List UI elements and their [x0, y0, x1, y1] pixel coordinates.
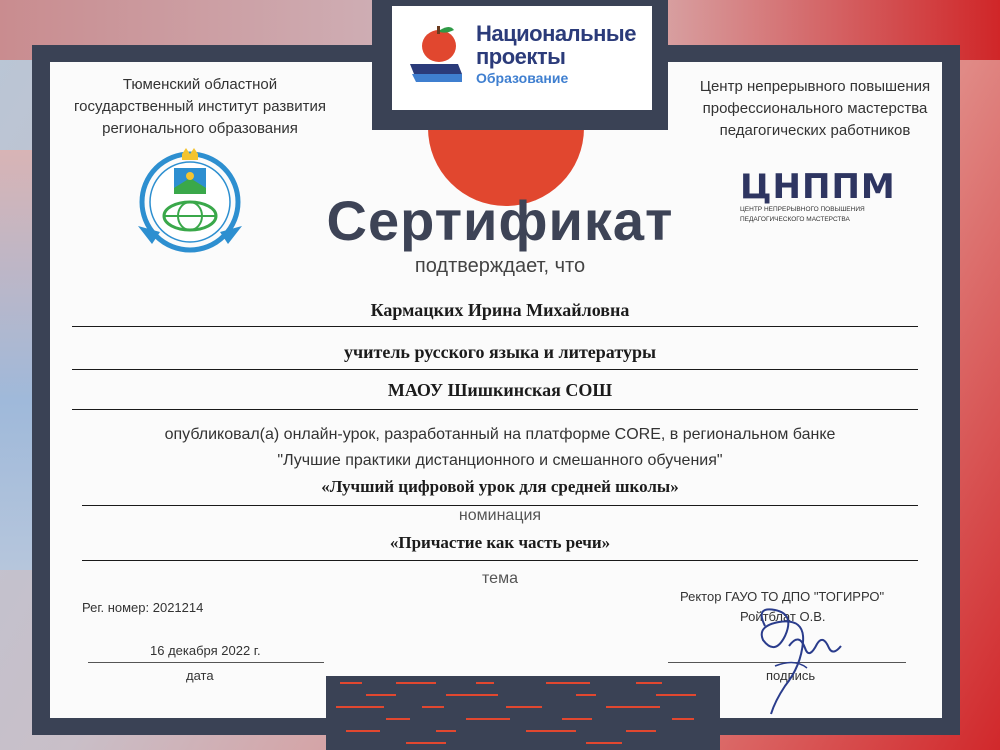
national-projects-logo — [392, 6, 652, 110]
nomination-label: номинация — [458, 507, 542, 524]
logo-line-3: Образование — [476, 70, 569, 86]
registration-number: Рег. номер: 2021214 — [82, 600, 204, 615]
recipient-name: Кармацких Ирина Михайловна — [370, 300, 630, 320]
logo-text — [476, 22, 636, 86]
divider-topic — [82, 560, 918, 561]
issuer-center-line-3: педагогических работников — [719, 122, 911, 139]
certificate-title: Сертификат — [326, 189, 674, 252]
topic-value: «Причастие как часть речи» — [389, 533, 611, 552]
recipient-school: МАОУ Шишкинская СОШ — [387, 380, 613, 400]
publication-text-1: опубликовал(а) онлайн-урок, разработанный на платформе CORE, в региональном банке — [164, 426, 836, 443]
signature-label: подпись — [766, 668, 816, 683]
topic-label: тема — [482, 570, 518, 587]
logo-line-2: проекты — [476, 44, 566, 69]
decorative-dash-pattern — [326, 676, 720, 750]
divider-school — [72, 409, 918, 410]
issuer-center — [680, 76, 950, 142]
rector-title: Ректор ГАУО ТО ДПО "ТОГИРРО" — [680, 589, 885, 604]
date-label: дата — [186, 668, 214, 683]
cnppm-sub-1: ЦЕНТР НЕПРЕРЫВНОГО ПОВЫШЕНИЯ — [740, 206, 865, 213]
issuer-center-line-2: профессионального мастерства — [702, 100, 928, 117]
divider-name — [72, 326, 918, 327]
cnppm-sub-2: ПЕДАГОГИЧЕСКОГО МАСТЕРСТВА — [740, 216, 850, 223]
recipient-position: учитель русского языка и литературы — [343, 342, 657, 362]
certificate-subtitle: подтверждает, что — [414, 255, 586, 277]
issuer-center-line-1: Центр непрерывного повышения — [699, 78, 931, 95]
issue-date: 16 декабря 2022 г. — [150, 643, 261, 658]
cnppm-letters: ЦНППМ — [740, 167, 896, 207]
publication-text-2: "Лучшие практики дистанционного и смешанного обучения" — [277, 452, 723, 469]
divider-date — [88, 662, 324, 663]
logo-line-1: Национальные — [476, 21, 636, 46]
divider-position — [72, 369, 918, 370]
nomination-value: «Лучший цифровой урок для средней школы» — [321, 477, 679, 496]
rector-name: Ройтблат О.В. — [740, 609, 826, 624]
divider-nomination — [82, 505, 918, 506]
issuer-institute-line-1: Тюменский областной — [122, 76, 278, 93]
issuer-institute-line-2: государственный институт развития — [74, 98, 326, 115]
handwritten-signature-icon — [745, 596, 845, 716]
issuer-institute — [60, 74, 340, 140]
apple-book-icon — [406, 24, 466, 86]
issuer-institute-line-3: регионального образования — [102, 120, 298, 137]
